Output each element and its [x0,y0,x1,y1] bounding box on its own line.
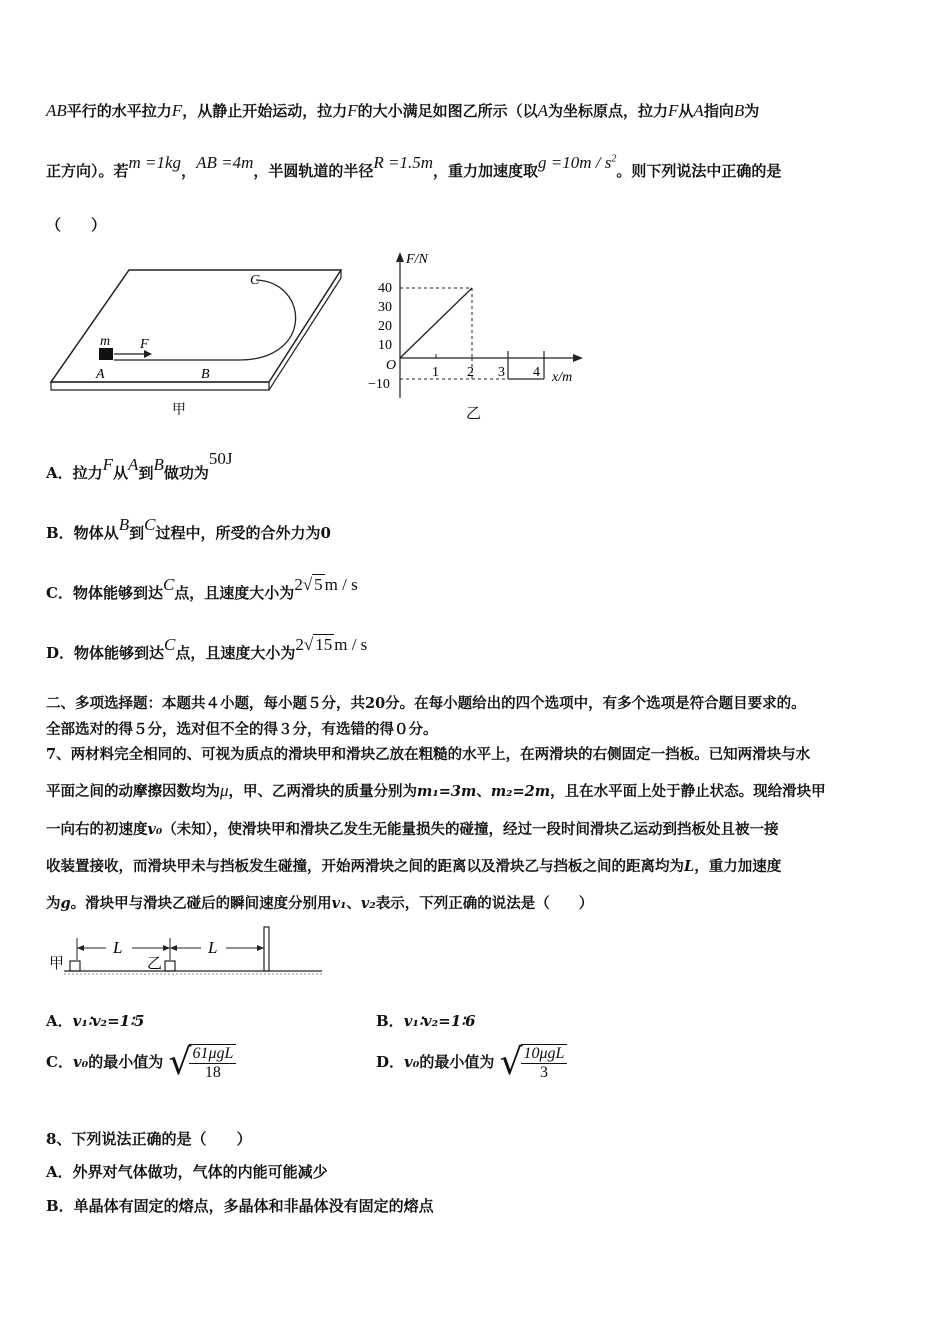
q7-stem-line3: 一向右的初速度v₀（未知），使滑块甲和滑块乙发生无能量损失的碰撞，经过一段时间滑块乙运动到挡板处且被一接 [46,821,779,838]
y-tick-20: 20 [378,319,392,334]
caption-jia: 甲 [172,403,186,418]
label-m: m [100,334,111,349]
q6-option-d[interactable]: D．物体能够到达C点，且速度大小为2√ 15 m / s [46,635,368,662]
block-jia [70,961,80,971]
q7-stem-line5: 为g。滑块甲与滑块乙碰后的瞬间速度分别用v₁、v₂表示，下列正确的说法是（ ） [46,895,594,912]
q8-option-a[interactable]: A．外界对气体做功，气体的内能可能减少 [46,1163,328,1181]
label-L1: L [113,938,123,957]
q7-option-b[interactable]: B．v₁∶v₂=1∶6 [376,1012,476,1030]
q7-stem-line2: 平面之间的动摩擦因数均为μ，甲、乙两滑块的质量分别为m₁=3m、m₂=2m，且在水平面上处于静止状态。现给滑块甲 [46,781,826,800]
y-tick-30: 30 [378,300,392,315]
y-tick-40: 40 [378,281,392,296]
x-tick-3: 3 [498,365,505,380]
q6-option-c[interactable]: C．物体能够到达C点，且速度大小为2√ 5 m / s [46,575,358,602]
force-line-rising [400,288,472,358]
label-f: F [140,337,149,352]
q6-stem-line2: 正方向）。若m =1kg，AB =4m，半圆轨道的半径R =1.5m，重力加速度取$g =10m / s^2$。则下列说法中正确的是 [46,153,782,180]
q7-option-a[interactable]: A．v₁∶v₂=1∶5 [46,1012,145,1030]
label-c: C [250,273,260,288]
label-yi: 乙 [147,956,163,972]
q7-option-d[interactable]: D．v₀的最小值为 √ $\frac{\text{10μgL}}{3}$ [376,1044,567,1082]
x-tick-1: 1 [432,365,439,380]
label-b: B [201,367,210,382]
gravity-value: $g =10m / s^2$ [538,153,617,172]
q7-stem-line1: 7、两材料完全相同的、可视为质点的滑块甲和滑块乙放在粗糙的水平上，在两滑块的右侧固定一挡板。已知两滑块与水 [46,746,811,763]
q6-answer-bracket: （ ） [46,216,107,234]
q6-option-b[interactable]: B．物体从B到C过程中，所受的合外力为0 [46,515,331,542]
q7-option-c[interactable]: C．v₀的最小值为 √ $\frac{\text{61μgL}}{18}$ [46,1044,236,1082]
label-L2: L [208,938,218,957]
x-axis-label: x/m [552,370,573,385]
section2-header-line1: 二、多项选择题：本题共４小题，每小题５分，共20分。在每小题给出的四个选项中，有多个选项是符合题目要求的。 [46,695,806,712]
label-jia: 甲 [49,956,65,972]
board-side [51,382,269,390]
q8-stem: 8、下列说法正确的是（ ） [46,1130,252,1148]
x-tick-4: 4 [533,365,540,380]
x-tick-2: 2 [467,365,474,380]
q6-stem-line1: AB平行的水平拉力F，从静止开始运动，拉力F的大小满足如图乙所示（以A为坐标原点，拉力F从A指向B为 [46,101,760,120]
board-top [51,270,341,382]
q7-stem-line4: 收装置接收，而滑块甲未与挡板发生碰撞，开始两滑块之间的距离以及滑块乙与挡板之间的距离均为L，重力加速度 [46,858,782,875]
figure-yi-graph [362,248,592,428]
block-m [99,348,113,360]
sqrt-expression-d: √ $\frac{\text{10μgL}}{3}$ [500,1044,568,1082]
q6-option-a[interactable]: A．拉力F从A到B做功为50J [46,449,233,482]
q8-option-b[interactable]: B．单晶体有固定的熔点，多晶体和非晶体没有固定的熔点 [46,1197,434,1215]
y-tick-neg10: −10 [368,377,390,392]
sqrt-expression-c: √ $\frac{\text{61μgL}}{18}$ [169,1044,237,1082]
y-tick-10: 10 [378,338,392,353]
baffle [264,927,269,971]
q7-figure [46,922,326,977]
label-a: A [96,367,105,382]
origin-label: O [386,358,397,373]
figure-jia [44,262,354,422]
caption-yi: 乙 [466,406,482,422]
section2-header-line2: 全部选对的得５分，选对但不全的得３分，有选错的得０分。 [46,721,438,738]
block-yi [165,961,175,971]
y-axis-label: F/N [406,252,428,267]
